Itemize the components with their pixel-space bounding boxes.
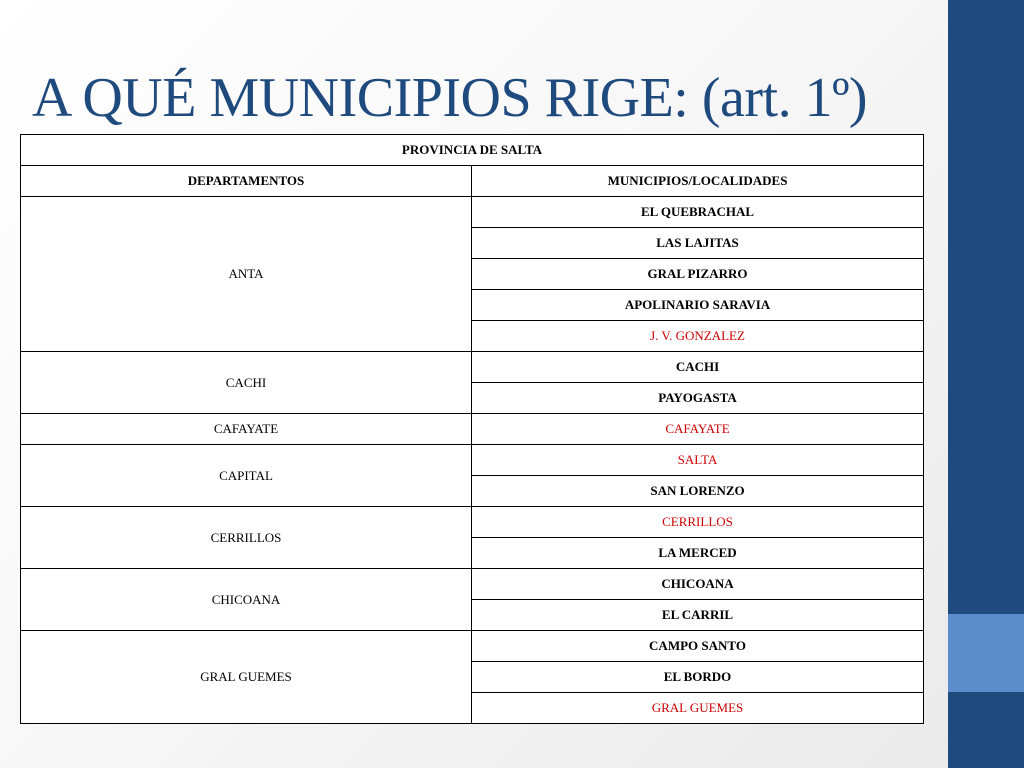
department-cell: CAFAYATE <box>21 414 472 445</box>
municipality-cell: CERRILLOS <box>472 507 924 538</box>
municipality-cell: CAFAYATE <box>472 414 924 445</box>
table-row <box>21 197 924 228</box>
table-row <box>21 631 924 662</box>
department-cell: CERRILLOS <box>21 507 472 569</box>
municipality-cell: SAN LORENZO <box>472 476 924 507</box>
municipality-cell: APOLINARIO SARAVIA <box>472 290 924 321</box>
slide-title: A QUÉ MUNICIPIOS RIGE: (art. 1º) <box>32 67 868 129</box>
municipality-cell: CACHI <box>472 352 924 383</box>
table-row <box>21 414 924 445</box>
department-cell: GRAL GUEMES <box>21 631 472 724</box>
municipality-cell: J. V. GONZALEZ <box>472 321 924 352</box>
municipality-cell: GRAL PIZARRO <box>472 259 924 290</box>
municipality-cell: EL QUEBRACHAL <box>472 197 924 228</box>
sidebar-accent <box>948 614 1024 692</box>
table-caption: PROVINCIA DE SALTA <box>21 135 924 166</box>
municipality-cell: GRAL GUEMES <box>472 693 924 724</box>
table-body <box>21 197 924 724</box>
municipalities-table <box>20 134 924 724</box>
municipality-cell: LA MERCED <box>472 538 924 569</box>
department-cell: CHICOANA <box>21 569 472 631</box>
table-caption-row <box>21 135 924 166</box>
municipality-cell: EL CARRIL <box>472 600 924 631</box>
department-cell: CACHI <box>21 352 472 414</box>
department-cell: CAPITAL <box>21 445 472 507</box>
municipality-cell: SALTA <box>472 445 924 476</box>
header-departments: DEPARTAMENTOS <box>21 166 472 197</box>
municipality-cell: LAS LAJITAS <box>472 228 924 259</box>
table-row <box>21 445 924 476</box>
municipality-cell: CAMPO SANTO <box>472 631 924 662</box>
table-row <box>21 507 924 538</box>
municipality-cell: EL BORDO <box>472 662 924 693</box>
table-row <box>21 352 924 383</box>
municipality-cell: CHICOANA <box>472 569 924 600</box>
department-cell: ANTA <box>21 197 472 352</box>
table-row <box>21 569 924 600</box>
header-municipalities: MUNICIPIOS/LOCALIDADES <box>472 166 924 197</box>
table-header-row <box>21 166 924 197</box>
municipality-cell: PAYOGASTA <box>472 383 924 414</box>
